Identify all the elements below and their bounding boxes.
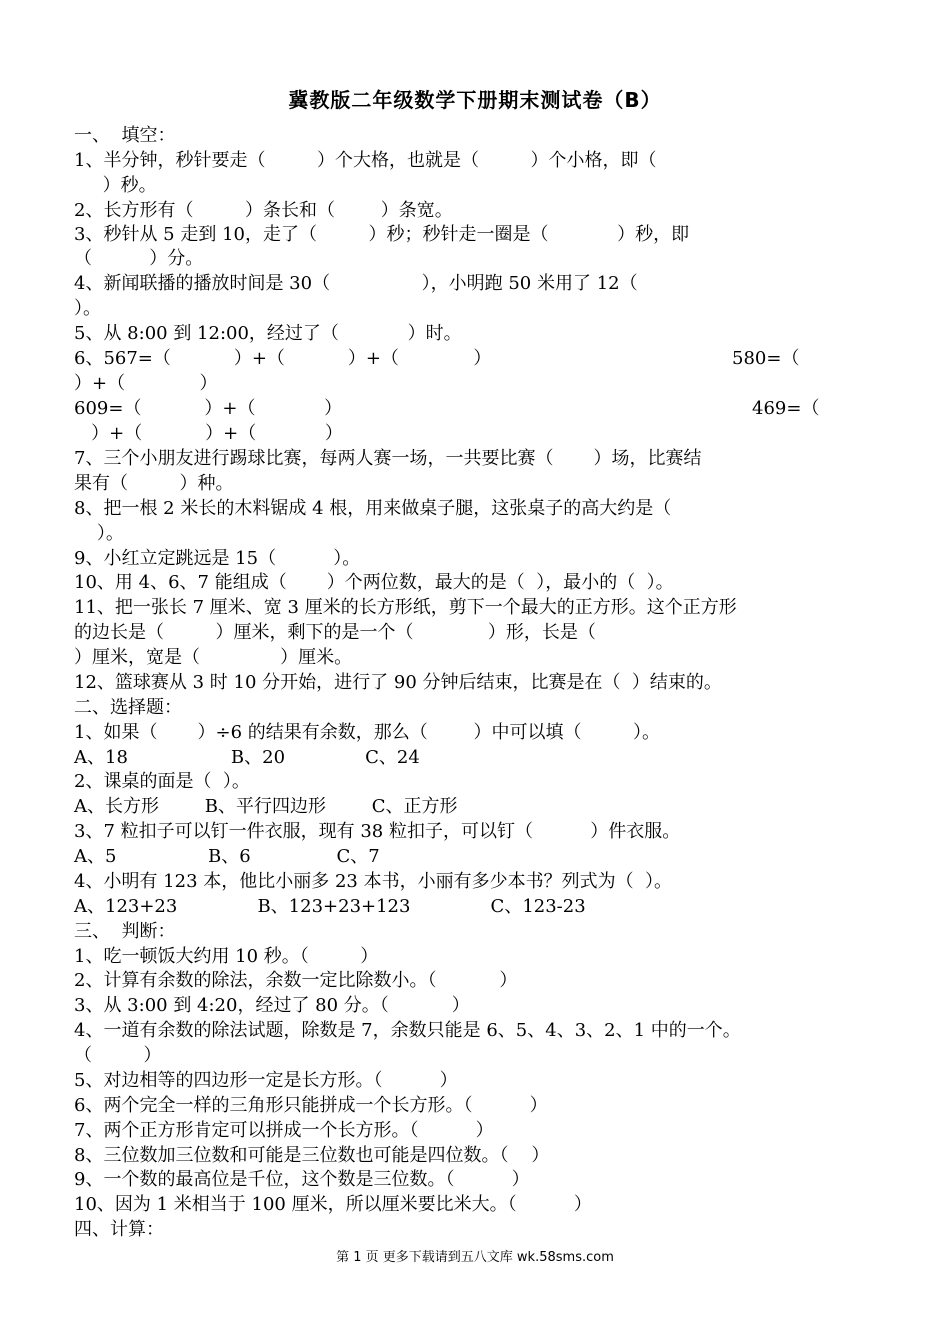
question-line: 8、三位数加三位数和可能是三位数也可能是四位数。（ ） — [74, 1145, 550, 1166]
question-line: 10、用 4、6、7 能组成（ ）个两位数，最大的是（ ），最小的（ ）。 — [74, 572, 674, 593]
option-line: A、18 B、20 C、24 — [74, 747, 420, 768]
question-line: 1、如果（ ）÷6 的结果有余数，那么（ ）中可以填（ ）。 — [74, 722, 661, 743]
question-line: 6、两个完全一样的三角形只能拼成一个长方形。（ ） — [74, 1095, 548, 1116]
question-line: 7、三个小朋友进行踢球比赛，每两人赛一场，一共要比赛（ ）场，比赛结 — [74, 448, 702, 469]
question-line: 609=（ ）+（ ） — [74, 398, 343, 419]
question-line: 6、567=（ ）+（ ）+（ ） — [74, 348, 492, 369]
question-line: 2、长方形有（ ）条长和（ ）条宽。 — [74, 200, 453, 221]
question-line: ）秒。 — [74, 175, 157, 196]
question-line: 9、小红立定跳远是 15（ ）。 — [74, 548, 361, 569]
section-heading-fill-blank: 一、 填空： — [74, 125, 176, 146]
question-line: ）。 — [74, 523, 124, 544]
question-line: 580=（ — [732, 348, 800, 369]
option-line: A、长方形 B、平行四边形 C、正方形 — [74, 796, 458, 817]
question-line: 7、两个正方形肯定可以拼成一个长方形。（ ） — [74, 1120, 494, 1141]
section-heading-judgment: 三、 判断： — [74, 921, 176, 942]
question-line: 11、把一张长 7 厘米、宽 3 厘米的长方形纸，剪下一个最大的正方形。这个正方形 — [74, 597, 737, 618]
question-line: 9、一个数的最高位是千位，这个数是三位数。（ ） — [74, 1169, 530, 1190]
question-line: 4、新闻联播的播放时间是 30（ ），小明跑 50 米用了 12（ — [74, 273, 638, 294]
question-line: （ ） — [74, 1045, 162, 1066]
question-line: ）+（ ） — [74, 373, 218, 394]
question-line: 的边长是（ ）厘米，剩下的是一个（ ）形，长是（ — [74, 622, 596, 643]
question-line: ）+（ ）+（ ） — [74, 423, 343, 444]
question-line: 5、对边相等的四边形一定是长方形。（ ） — [74, 1070, 458, 1091]
question-line: ）。 — [74, 298, 101, 319]
question-line: 469=（ — [752, 398, 820, 419]
question-line: 1、半分钟，秒针要走（ ）个大格，也就是（ ）个小格，即（ — [74, 150, 657, 171]
question-line: 1、吃一顿饭大约用 10 秒。（ ） — [74, 946, 379, 967]
question-line: 8、把一根 2 米长的木料锯成 4 根，用来做桌子腿，这张桌子的高大约是（ — [74, 498, 672, 519]
question-line: 3、7 粒扣子可以钉一件衣服，现有 38 粒扣子，可以钉（ ）件衣服。 — [74, 821, 681, 842]
option-line: A、5 B、6 C、7 — [74, 846, 380, 867]
question-line: 10、因为 1 米相当于 100 厘米，所以厘米要比米大。（ ） — [74, 1194, 592, 1215]
section-heading-choice: 二、选择题： — [74, 697, 182, 718]
question-line: 3、秒针从 5 走到 10，走了（ ）秒；秒针走一圈是（ ）秒，即 — [74, 224, 690, 245]
section-heading-calculation: 四、计算： — [74, 1219, 164, 1240]
question-line: 4、一道有余数的除法试题，除数是 7，余数只能是 6、5、4、3、2、1 中的一个。 — [74, 1020, 741, 1041]
question-line: （ ）分。 — [74, 248, 204, 269]
question-line: 12、篮球赛从 3 时 10 分开始，进行了 90 分钟后结束，比赛是在（ ）结束的。 — [74, 672, 722, 693]
question-line: 2、计算有余数的除法，余数一定比除数小。（ ） — [74, 970, 518, 991]
question-line: 2、课桌的面是（ ）。 — [74, 771, 250, 792]
option-line: A、123+23 B、123+23+123 C、123-23 — [74, 896, 586, 917]
question-line: 4、小明有 123 本，他比小丽多 23 本书，小丽有多少本书？列式为（ ）。 — [74, 871, 673, 892]
question-line: 5、从 8:00 到 12:00，经过了（ ）时。 — [74, 323, 462, 344]
question-line: 果有（ ）种。 — [74, 473, 234, 494]
page-footer: 第 1 页 更多下载请到五八文库 wk.58sms.com — [336, 1250, 614, 1265]
page-title: 冀教版二年级数学下册期末测试卷（B） — [288, 88, 662, 112]
question-line: 3、从 3:00 到 4:20，经过了 80 分。（ ） — [74, 995, 470, 1016]
question-line: ）厘米，宽是（ ）厘米。 — [74, 647, 353, 668]
